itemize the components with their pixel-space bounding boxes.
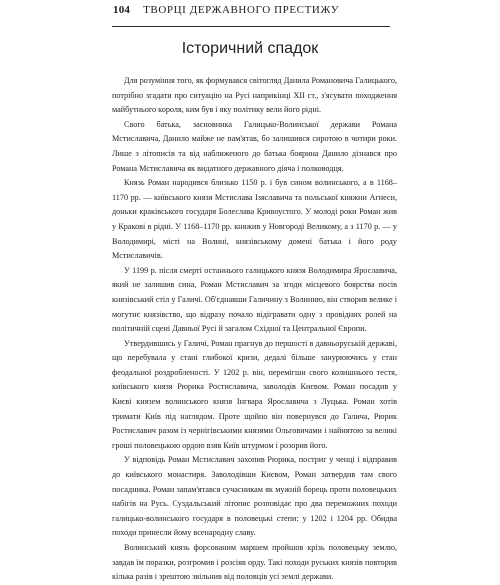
paragraph: Волинський князь форсованим маршем пройшов крізь половецьку землю, завдав їм поразки, розгромив і розсіяв орду. Такі походи руських князів повторив кілька разів і зрештою звільнив від половців усі землі держави. bbox=[112, 543, 397, 582]
paragraph: Для розуміння того, як формувався світогляд Данила Романовича Галицького, потрібно згадати про ситуацію на Русі наприкінці XII ст., з'ясувати походження майбутнього короля, ким був і яку політику вели його рідні. bbox=[112, 76, 397, 115]
paragraph: Утвердившись у Галичі, Роман прагнув до першості в давньоруській державі, що перебувала у стані глибокої кризи, дедалі більше занурюючись у стан феодальної роздробленості. У 1202 р. він, перемігши свого колишнього тестя, київського князя Рюрика Ростиславича, заволодів Києвом. Роман посадив у Києві князем волинського князя Інгвара Ярославича з Луцька. Роман хотів тримати Київ під наглядом. Проте щойно він повернувся до Галича, Рюрик Ростиславич разом із чернігівськими князями Ольговичами і найнятою за великі гроші половецькою ордою взяв Київ штурмом і розорив його. bbox=[112, 338, 397, 450]
body-text bbox=[112, 74, 397, 585]
paragraph: У відповідь Роман Мстиславич захопив Рюрика, постриг у ченці і відправив до київського монастиря. Заволодівши Києвом, Роман затвердив там свого посадника. Роман запам'ятався сучасникам як мужній борець проти половецьких набігів на Русь. Суздальський літопис розповідає про два переможних походи галицько-волинського государя в половецькі степи: у 1202 і 1204 рр. Обидва походи принесли йому всенародну славу. bbox=[112, 455, 397, 538]
running-title: ТВОРЦІ ДЕРЖАВНОГО ПРЕСТИЖУ bbox=[143, 4, 340, 16]
paragraph: Князь Роман народився близько 1150 р. і був сином волинського, а в 1168–1170 рр. — київського князя Мстислава Ізяславича та польської княжни Агнеси, доньки краківського государя Болеслава Кривоустого. У молоді роки Роман жив у Кракові в рідні. У 1168–1170 рр. княжив у Новгороді Великому, а з 1170 р. — у Володимирі, місті на Волині, князівському домені батька і його роду Мстиславичів. bbox=[112, 178, 397, 261]
running-head bbox=[113, 4, 339, 16]
page-number: 104 bbox=[113, 4, 131, 16]
header-rule bbox=[112, 26, 390, 27]
paragraph: Свого батька, засновника Галицько-Волинської держави Романа Мстиславича, Данило майже не пам'ятав, бо залишився сиротою в чотири роки. Лише з літописів та від наближеного до батька боярина Данило дізнався про Романа Мстиславича як видатного державного діяча і полководця. bbox=[112, 119, 397, 173]
section-title: Історичний спадок bbox=[181, 40, 319, 57]
paragraph: У 1199 р. після смерті останнього галицького князя Володимира Ярославича, який не залишив сина, Роман Мстиславич за згоди місцевого боярства посів князівський стіл у Галичі. Об'єднавши Галичину з Волинню, він створив велике і могутнє князівство, що відразу почало відігравати одну з провідних ролей на політичній сцені Давньої Русі й загалом Східної та Центральної Європи. bbox=[112, 265, 397, 334]
